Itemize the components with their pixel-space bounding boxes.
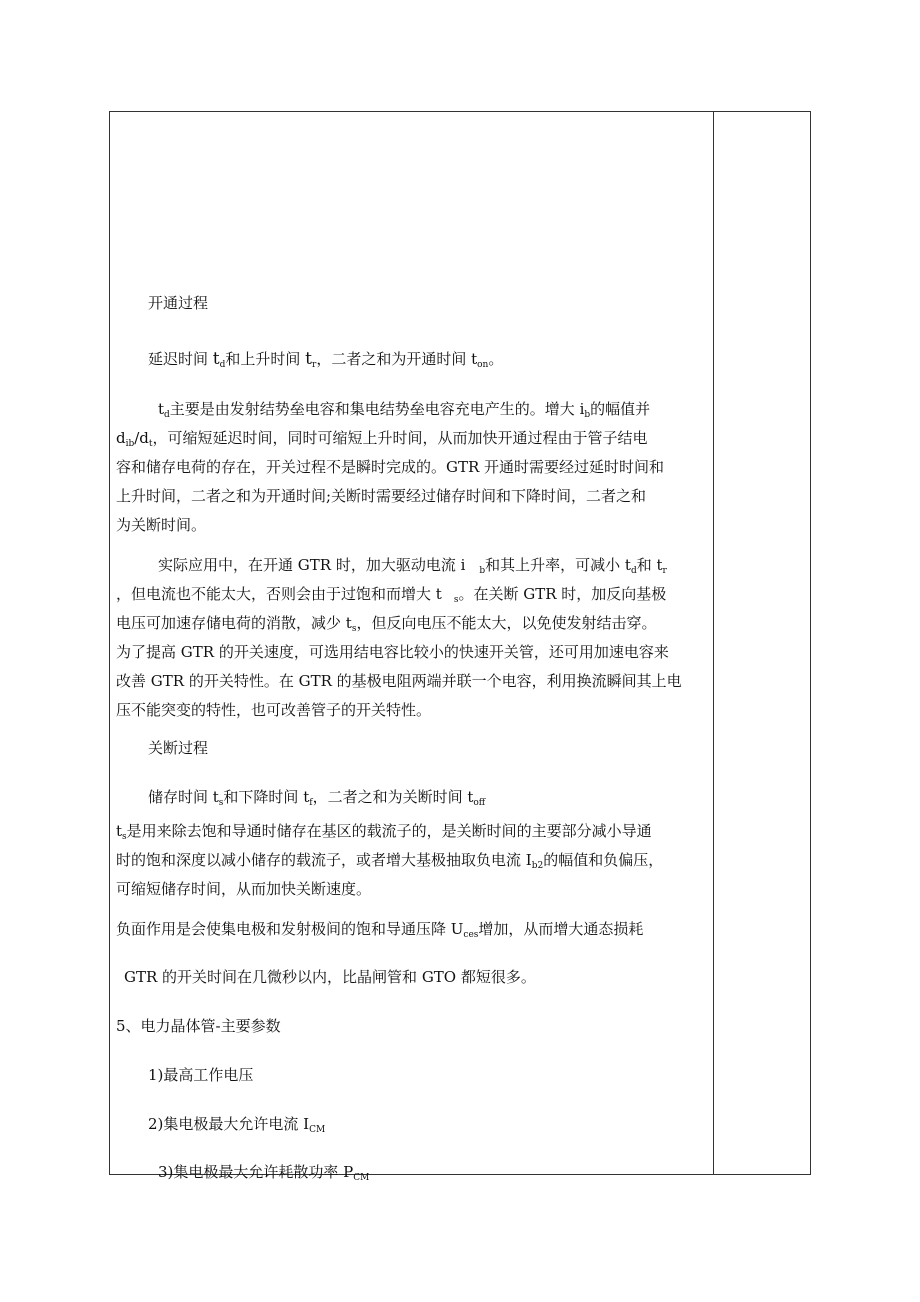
ts-paragraph: $t_s$是用来除去饱和导通时储存在基区的载流子的，是关断时间的主要部分减小导通 时的饱和深度以减小储存的载流子，或者增大基极抽取负电流 $I_{b2}$的幅值和负偏压， 可缩短储存时间，从而加快关断速度。	[116, 822, 664, 898]
column-divider	[713, 111, 714, 1175]
shiji-paragraph: 实际应用中，在开通 GTR 时，加大驱动电流 i $_b$和其上升率，可减小 $t_d$和 $t_r$ ，但电流也不能太大，否则会由于过饱和而增大 t $_s$。在关断 GTR 时，加反向基极 电压可加速存储电荷的消散，减少 $t_s$，但反向电压不能太大，以免使发射结击穿。 为了提高 GTR 的开关速度，可选用结电容比较小的快速开关管，还可用加速电容来 改善 GTR 的开关特性。在 GTR 的基极电阻两端并联一个电容，利用换流瞬间其上电 压不能突变的特性，也可改善管子的开关特性。	[116, 556, 682, 719]
kaitong-heading: 开通过程	[148, 294, 209, 312]
gtr-time-line: GTR 的开关时间在几微秒以内，比晶闸管和 GTO 都短很多。	[124, 968, 536, 986]
param-2: 2)集电极最大允许电流 $I_{CM}$	[148, 1115, 326, 1135]
chucun-line: 储存时间 $t_s$和下降时间 $t_f$，二者之和为关断时间 $t_{off}$	[148, 788, 486, 808]
td-paragraph: $t_d$主要是由发射结势垒电容和集电结势垒电容充电产生的。增大 $i_b$的幅值并 $d_{ib}/d_t$，可缩短延迟时间，同时可缩短上升时间，从而加快开通过程由于管子结电 容和储存电荷的存在，开关过程不是瞬时完成的。GTR 开通时需要经过延时时间和 上升时间，二者之和为开通时间;关断时需要经过储存时间和下降时间，二者之和 为关断时间。	[116, 400, 665, 534]
section-5-heading: 5、电力晶体管-主要参数	[116, 1017, 281, 1035]
param-1: 1)最高工作电压	[148, 1066, 254, 1084]
param-3: 3)集电极最大允许耗散功率 $P_{CM}$	[158, 1163, 370, 1183]
fumian-line: 负面作用是会使集电极和发射极间的饱和导通压降 $U_{ces}$增加，从而增大通态损耗	[116, 920, 644, 940]
guanduan-heading: 关断过程	[148, 739, 209, 757]
yanchi-line: 延迟时间 $t_d$和上升时间 $t_r$，二者之和为开通时间 $t_{on}$。	[148, 349, 504, 370]
